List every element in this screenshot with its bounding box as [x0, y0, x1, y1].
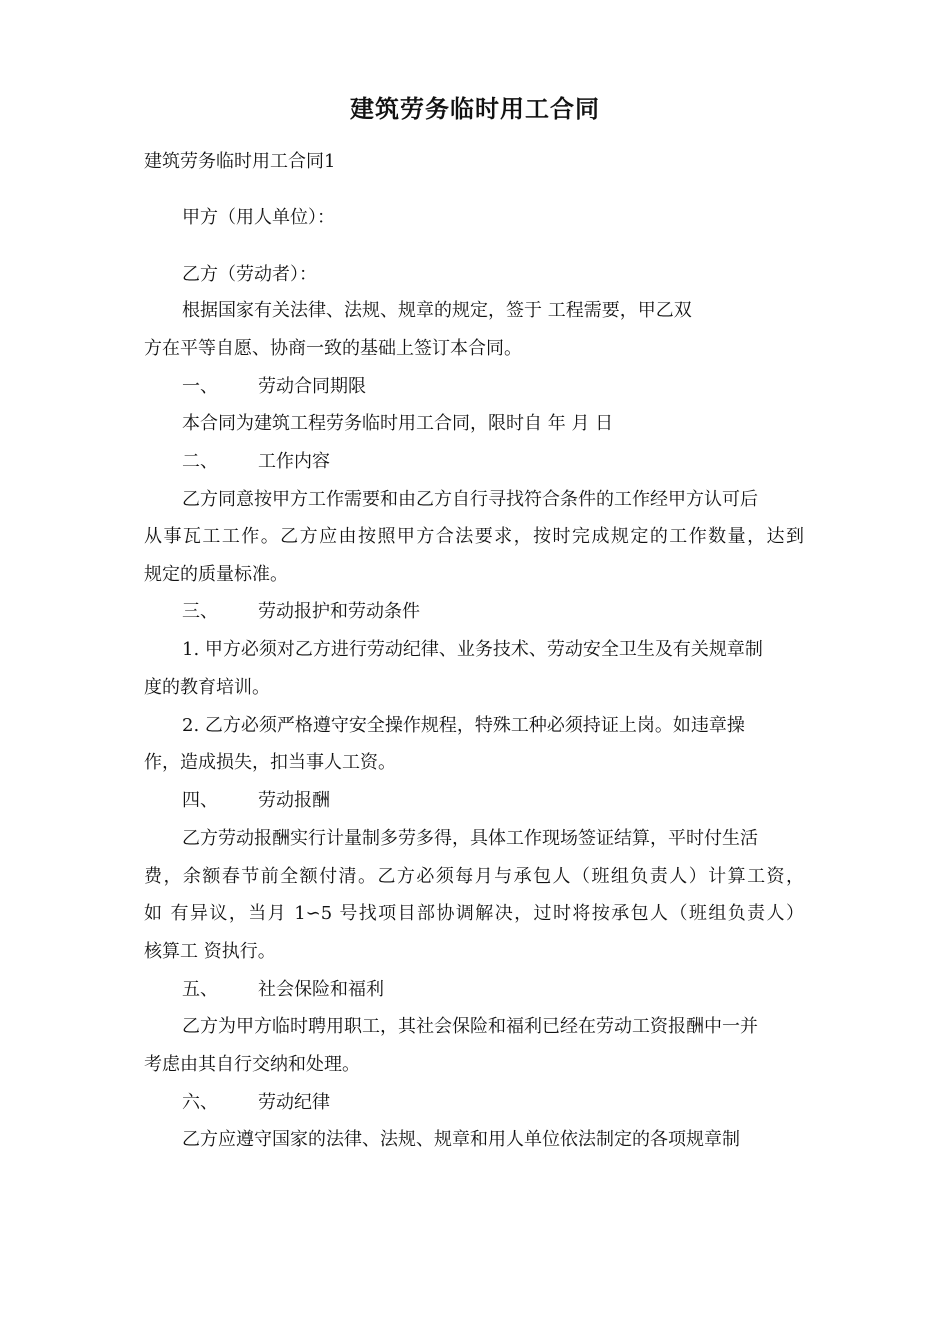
paragraph-line: 费，余额春节前全额付清。乙方必须每月与承包人（班组负责人）计算工资， — [144, 866, 804, 887]
section-heading: 劳动纪律 — [258, 1092, 330, 1113]
paragraph-line: 本合同为建筑工程劳务临时用工合同，限时自 年 月 日 — [182, 413, 614, 434]
paragraph-line: 作，造成损失，扣当事人工资。 — [144, 752, 396, 773]
section-heading: 工作内容 — [258, 451, 330, 472]
paragraph-line: 乙方应遵守国家的法律、法规、规章和用人单位依法制定的各项规章制 — [182, 1129, 740, 1150]
paragraph-line: 核算工 资执行。 — [144, 941, 276, 962]
section-heading: 劳动合同期限 — [258, 376, 366, 397]
section-heading: 劳动报护和劳动条件 — [258, 601, 420, 622]
paragraph-line: 考虑由其自行交纳和处理。 — [144, 1054, 360, 1075]
party-a-label: 甲方（用人单位）： — [182, 207, 335, 228]
section-number: 三、 — [182, 601, 218, 622]
section-number: 五、 — [182, 979, 218, 1000]
party-b-label: 乙方（劳动者）： — [182, 264, 317, 285]
section-number: 一、 — [182, 376, 218, 397]
paragraph-line: 如 有异议，当月 1∽5 号找项目部协调解决，过时将按承包人（班组负责人） — [144, 903, 804, 924]
paragraph-line: 度的教育培训。 — [144, 677, 270, 698]
section-number: 六、 — [182, 1092, 218, 1113]
paragraph-line: 1. 甲方必须对乙方进行劳动纪律、业务技术、劳动安全卫生及有关规章制 — [182, 639, 763, 660]
document-title: 建筑劳务临时用工合同 — [350, 95, 600, 123]
paragraph-line: 乙方同意按甲方工作需要和由乙方自行寻找符合条件的工作经甲方认可后 — [182, 489, 758, 510]
paragraph-line: 乙方劳动报酬实行计量制多劳多得，具体工作现场签证结算，平时付生活 — [182, 828, 758, 849]
preamble-line: 根据国家有关法律、法规、规章的规定，签于 工程需要，甲乙双 — [182, 300, 692, 321]
paragraph-line: 2. 乙方必须严格遵守安全操作规程，特殊工种必须持证上岗。如违章操 — [182, 715, 745, 736]
document-subtitle: 建筑劳务临时用工合同1 — [144, 151, 336, 172]
paragraph-line: 规定的质量标准。 — [144, 564, 288, 585]
paragraph-line: 从事瓦工工作。乙方应由按照甲方合法要求，按时完成规定的工作数量，达到 — [144, 526, 804, 547]
section-heading: 劳动报酬 — [258, 790, 330, 811]
paragraph-line: 乙方为甲方临时聘用职工，其社会保险和福利已经在劳动工资报酬中一并 — [182, 1016, 758, 1037]
section-number: 四、 — [182, 790, 218, 811]
preamble-line: 方在平等自愿、协商一致的基础上签订本合同。 — [144, 338, 522, 359]
section-number: 二、 — [182, 451, 218, 472]
section-heading: 社会保险和福利 — [258, 979, 384, 1000]
